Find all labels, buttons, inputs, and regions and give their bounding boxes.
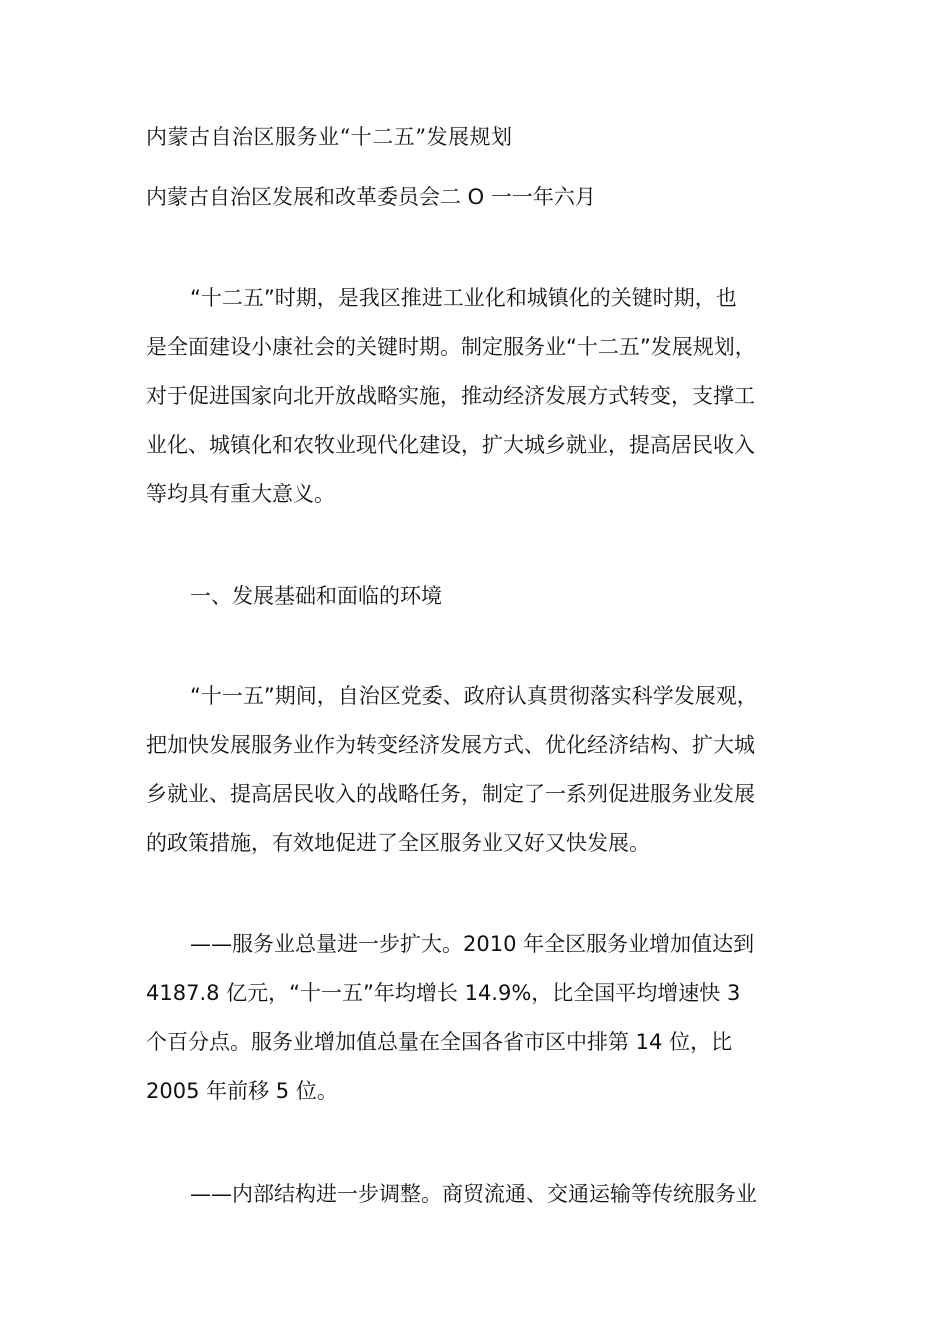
- paragraph-eleventh-five: [146, 672, 818, 868]
- paragraph-line: 4187.8 亿元，“十一五”年均增长 14.9%，比全国平均增速快 3: [146, 981, 741, 1005]
- paragraph-intro: [146, 274, 818, 519]
- section-heading: 一、发展基础和面临的环境: [190, 584, 442, 608]
- paragraph-line: 对于促进国家向北开放战略实施，推动经济发展方式转变，支撑工: [146, 384, 755, 408]
- paragraph-line: “十二五”时期，是我区推进工业化和城镇化的关键时期，也: [190, 286, 737, 310]
- paragraph-total-volume: [146, 920, 818, 1116]
- paragraph-line: 2005 年前移 5 位。: [146, 1079, 338, 1103]
- paragraph-line: 的政策措施，有效地促进了全区服务业又好又快发展。: [146, 831, 650, 855]
- paragraph-line: “十一五”期间，自治区党委、政府认真贯彻落实科学发展观，: [190, 684, 758, 708]
- document-title: 内蒙古自治区服务业“十二五”发展规划: [146, 125, 513, 149]
- paragraph-line: 个百分点。服务业增加值总量在全国各省市区中排第 14 位，比: [146, 1030, 733, 1054]
- paragraph-line: 乡就业、提高居民收入的战略任务，制定了一系列促进服务业发展: [146, 782, 755, 806]
- document-subtitle: 内蒙古自治区发展和改革委员会二 O 一一年六月: [146, 185, 596, 209]
- paragraph-line: 等均具有重大意义。: [146, 482, 335, 506]
- paragraph-line: 业化、城镇化和农牧业现代化建设，扩大城乡就业，提高居民收入: [146, 433, 755, 457]
- paragraph-line: 是全面建设小康社会的关键时期。制定服务业“十二五”发展规划，: [146, 335, 756, 359]
- paragraph-internal-structure: [146, 1170, 818, 1219]
- paragraph-line: ——服务业总量进一步扩大。2010 年全区服务业增加值达到: [190, 932, 755, 956]
- paragraph-line: 把加快发展服务业作为转变经济发展方式、优化经济结构、扩大城: [146, 733, 755, 757]
- paragraph-line: ——内部结构进一步调整。商贸流通、交通运输等传统服务业: [190, 1182, 757, 1206]
